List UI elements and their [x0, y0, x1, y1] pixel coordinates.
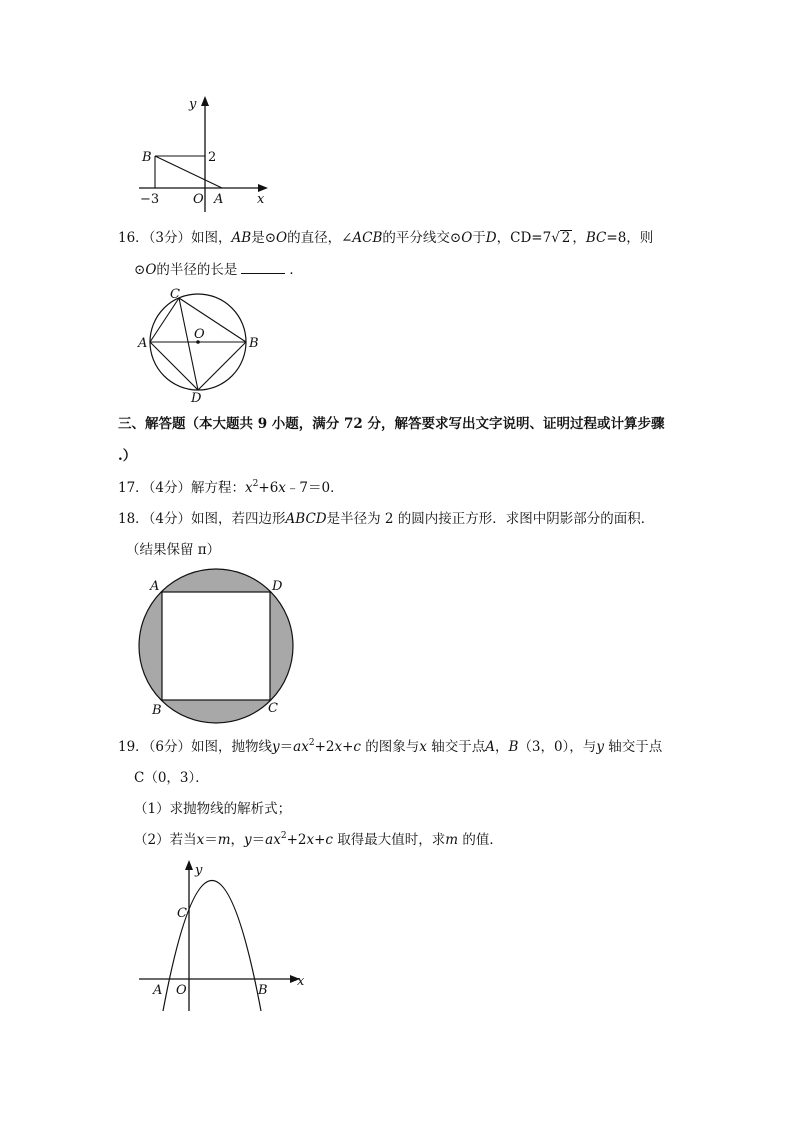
label-c: C	[268, 701, 278, 716]
label-a: A	[150, 579, 160, 594]
sqrt-symbol: √	[551, 230, 560, 246]
label-y: y	[189, 97, 197, 112]
q19-line2: C（0，3）．	[134, 770, 209, 786]
y-axis-arrow	[201, 96, 209, 106]
figure-q18	[134, 566, 304, 726]
label-a: A	[153, 983, 163, 998]
q16-line1: 16．（3分）如图，AB是⊙O的直径，∠ACB的平分线交⊙O于D，CD=7√ 2 ，BC=8，则	[118, 230, 654, 246]
label-o: O	[193, 192, 204, 207]
x-axis-arrow	[258, 184, 268, 192]
label-d: D	[272, 579, 283, 594]
answer-blank	[241, 261, 285, 274]
q19-line1: 19．（6分）如图，抛物线$y=ax^2+2x+c$ 的图象与x 轴交于点A，B（3，0），与y 轴交于点	[118, 738, 663, 755]
label-x: x	[257, 192, 265, 207]
label-b: B	[258, 983, 268, 998]
q18-line2: （结果保留 π）	[126, 542, 221, 558]
chord-ad	[150, 342, 198, 390]
section3-heading: 三、解答题（本大题共 9 小题，满分 72 分，解答要求写出文字说明、证明过程或计算步骤	[118, 416, 665, 432]
figure-q15	[134, 92, 274, 217]
section3-heading-end: .）	[118, 448, 137, 464]
label-b: B	[249, 336, 259, 351]
label-c: C	[177, 906, 187, 921]
label-2: 2	[208, 150, 217, 165]
label-b: B	[142, 150, 152, 165]
y-axis-arrow	[185, 860, 193, 870]
label-c: C	[170, 287, 180, 302]
q19-part2: （2）若当x＝m，$y=ax^2+2x+c$ 取得最大值时，求m 的值．	[134, 831, 503, 848]
chord-db	[198, 342, 246, 390]
label-a: A	[138, 336, 148, 351]
label-x: x	[297, 974, 305, 989]
q16-line2: ⊙O的半径的长是 ．	[134, 262, 303, 278]
q17: 17．（4分）解方程：$x^2+6x﹣7=0$．	[118, 479, 344, 496]
inscribed-square	[162, 592, 270, 700]
q19-part1: （1）求抛物线的解析式；	[134, 801, 292, 817]
label-o: O	[194, 327, 205, 342]
label-o: O	[176, 983, 187, 998]
label-y: y	[195, 863, 203, 878]
label-d: D	[191, 391, 202, 404]
radicand: 2	[561, 230, 571, 246]
figure-q16	[134, 284, 274, 404]
label-a: A	[214, 192, 224, 207]
chord-cd	[179, 298, 198, 390]
chord-ac	[150, 298, 179, 342]
figure-q19	[134, 856, 314, 1016]
label-b: B	[152, 703, 162, 718]
chord-cb	[179, 298, 246, 342]
q18-line1: 18．（4分）如图，若四边形ABCD是半径为 2 的圆内接正方形．求图中阴影部分的面积．	[118, 511, 655, 527]
label-neg3: −3	[140, 192, 160, 207]
